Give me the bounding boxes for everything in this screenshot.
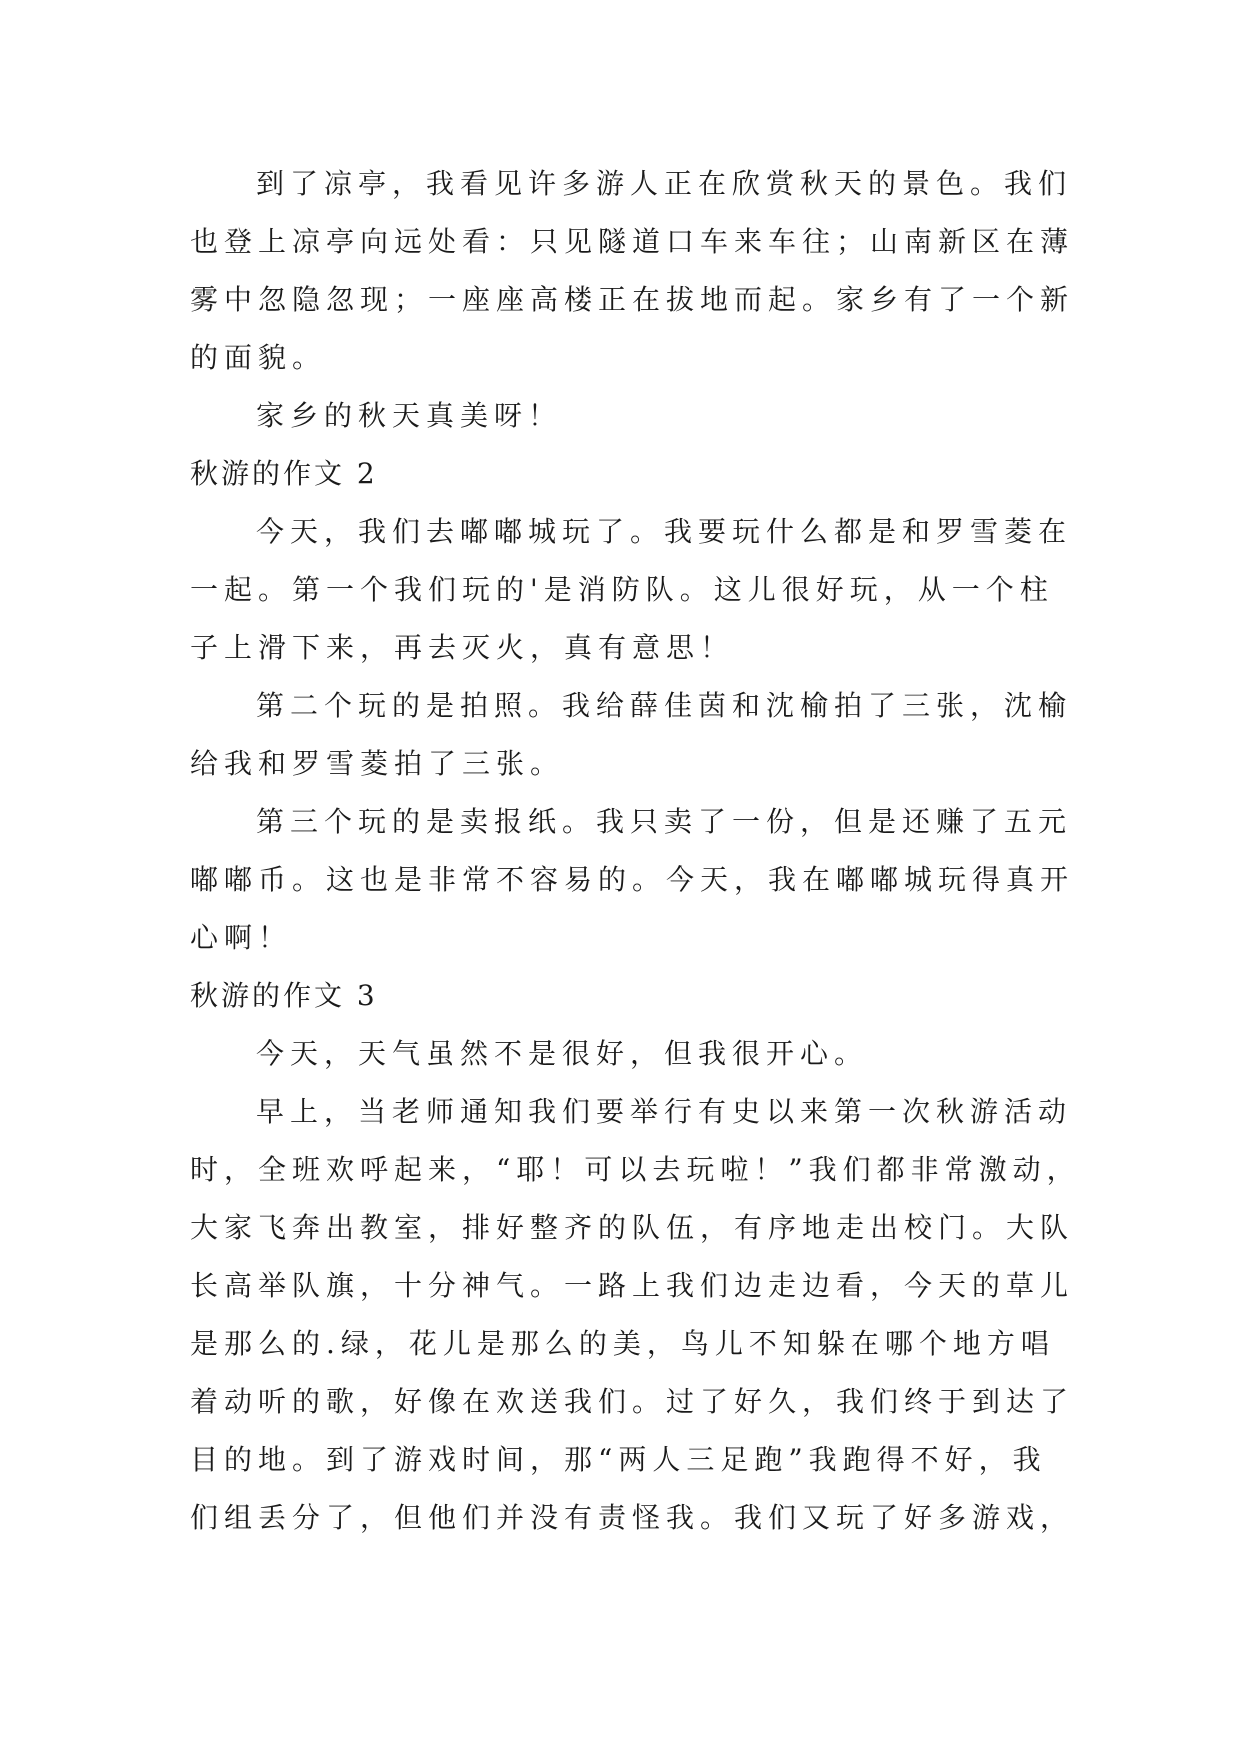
text-line: 早上，当老师通知我们要举行有史以来第一次秋游活动 bbox=[256, 1095, 1073, 1128]
text-line: 第二个玩的是拍照。我给薛佳茵和沈榆拍了三张，沈榆 bbox=[256, 689, 1073, 722]
text-line: 家乡的秋天真美呀！ bbox=[256, 399, 563, 432]
text-line: 嘟嘟币。这也是非常不容易的。今天，我在嘟嘟城玩得真开 bbox=[190, 863, 1075, 896]
text-line: 给我和罗雪菱拍了三张。 bbox=[190, 747, 565, 780]
text-line: 第三个玩的是卖报纸。我只卖了一份，但是还赚了五元 bbox=[256, 805, 1073, 838]
paragraph-dudu-city bbox=[190, 503, 1073, 677]
heading-essay-2: 秋游的作文 2 bbox=[190, 457, 378, 490]
paragraph-photos bbox=[190, 677, 1073, 793]
paragraph-pavilion bbox=[190, 155, 1075, 387]
paragraph-weather bbox=[190, 1025, 1070, 1083]
text-line: 子上滑下来，再去灭火，真有意思！ bbox=[190, 631, 735, 664]
text-line: 到了凉亭，我看见许多游人正在欣赏秋天的景色。我们 bbox=[256, 167, 1073, 200]
paragraph-school-trip bbox=[190, 1083, 1081, 1547]
paragraph-autumn-beauty bbox=[190, 387, 1070, 445]
document-body bbox=[190, 155, 1081, 1547]
text-line: 雾中忽隐忽现；一座座高楼正在拔地而起。家乡有了一个新 bbox=[190, 283, 1075, 316]
paragraph-newspaper bbox=[190, 793, 1075, 967]
text-line: 今天，天气虽然不是很好，但我很开心。 bbox=[256, 1037, 869, 1070]
heading-essay-3: 秋游的作文 3 bbox=[190, 979, 378, 1012]
text-line: 一起。第一个我们玩的'是消防队。这儿很好玩，从一个柱 bbox=[190, 573, 1054, 606]
text-line: 心啊！ bbox=[190, 921, 293, 954]
text-line: 着动听的歌，好像在欢送我们。过了好久，我们终于到达了 bbox=[190, 1385, 1075, 1418]
text-line: 时，全班欢呼起来，“耶！可以去玩啦！”我们都非常激动， bbox=[190, 1153, 1081, 1186]
text-line: 大家飞奔出教室，排好整齐的队伍，有序地走出校门。大队 bbox=[190, 1211, 1075, 1244]
text-line: 也登上凉亭向远处看：只见隧道口车来车往；山南新区在薄 bbox=[190, 225, 1075, 258]
text-line: 们组丢分了，但他们并没有责怪我。我们又玩了好多游戏， bbox=[190, 1501, 1075, 1534]
text-line: 目的地。到了游戏时间，那“两人三足跑”我跑得不好，我 bbox=[190, 1443, 1047, 1476]
text-line: 长高举队旗，十分神气。一路上我们边走边看，今天的草儿 bbox=[190, 1269, 1075, 1302]
text-line: 今天，我们去嘟嘟城玩了。我要玩什么都是和罗雪菱在 bbox=[256, 515, 1073, 548]
text-line: 是那么的.绿，花儿是那么的美，鸟儿不知躲在哪个地方唱 bbox=[190, 1327, 1055, 1360]
text-line: 的面貌。 bbox=[190, 341, 327, 374]
